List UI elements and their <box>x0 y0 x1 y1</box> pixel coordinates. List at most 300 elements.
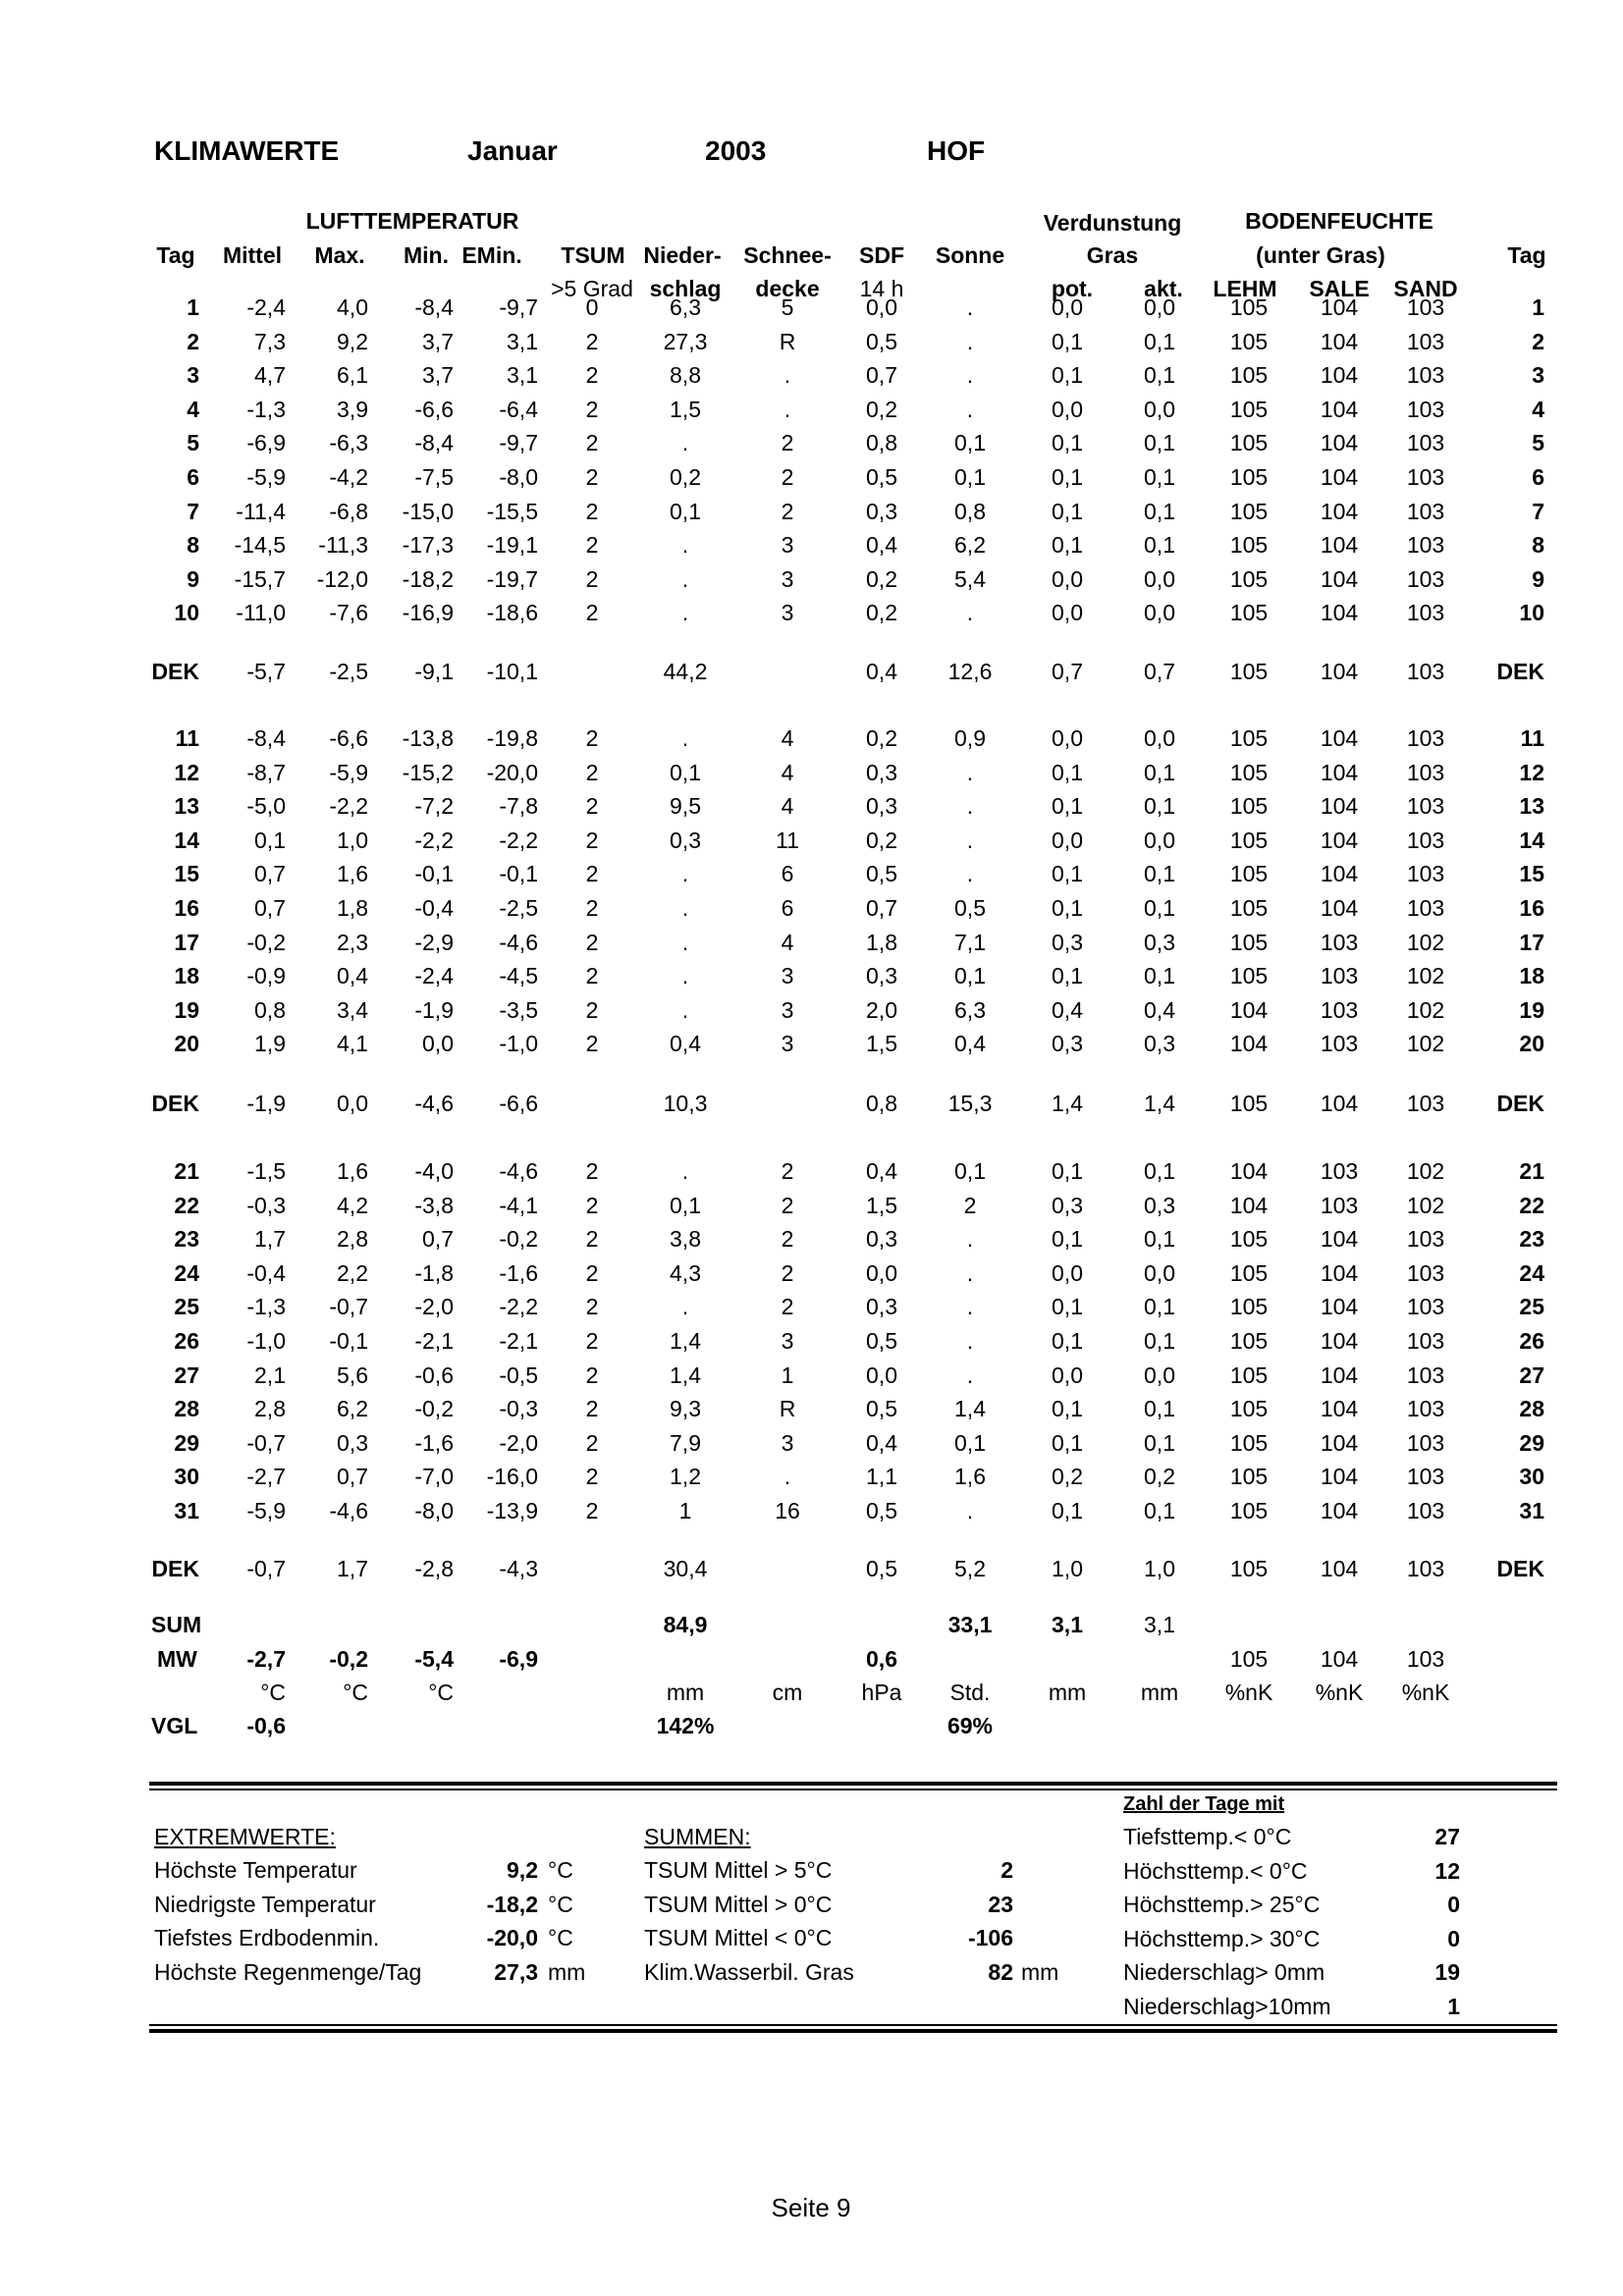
cell-sale: 103 <box>1320 963 1359 989</box>
cell-sonne: 5,4 <box>954 565 986 592</box>
cell-max: 5,6 <box>337 1362 368 1388</box>
cell-sale: 104 <box>1320 1556 1359 1581</box>
cell-verdunstung-akt: 0,1 <box>1144 759 1175 785</box>
cell-max: -0,2 <box>329 1646 368 1672</box>
cell-niederschlag: . <box>681 600 689 626</box>
cell-tag: DEK <box>151 1556 199 1581</box>
header-verdunstung: Verdunstung <box>1043 210 1182 236</box>
cell-sand: 103 <box>1406 1226 1445 1253</box>
cell-sale: 104 <box>1320 1498 1359 1523</box>
cell-min: -0,6 <box>414 1362 454 1388</box>
cell-verdunstung-akt: 0,1 <box>1144 1396 1175 1422</box>
cell-niederschlag: 0,1 <box>670 498 701 524</box>
cell-niederschlag: 4,3 <box>670 1259 701 1286</box>
cell-sand: 103 <box>1406 294 1445 320</box>
cell-tag-right: 30 <box>1519 1464 1544 1490</box>
cell-tag-right: 20 <box>1519 1031 1544 1057</box>
cell-mittel: -8,7 <box>246 759 286 785</box>
cell-tag-right: 31 <box>1519 1498 1544 1523</box>
cell-max: 0,3 <box>337 1429 368 1456</box>
cell-sdf: 0,4 <box>866 659 897 684</box>
cell-verdunstung-akt: 0,4 <box>1144 996 1175 1023</box>
cell-tsum: 2 <box>585 725 599 751</box>
cell-tsum: 2 <box>585 1498 599 1523</box>
cell-lehm: 105 <box>1229 1226 1269 1253</box>
cell-sale: 104 <box>1320 725 1359 751</box>
cell-sdf: 0,4 <box>866 532 897 559</box>
header-emin: EMin. <box>461 242 522 268</box>
cell-niederschlag: 9,5 <box>670 793 701 820</box>
cell-max: 3,4 <box>337 996 368 1023</box>
cell-schneedecke: 2 <box>781 1294 794 1320</box>
summary-row-dek <box>0 657 1623 686</box>
header-mittel: Mittel <box>222 242 283 268</box>
cell-sonne: 6,3 <box>954 996 986 1023</box>
cell-schneedecke: R <box>779 1396 796 1422</box>
cell-mittel: 0,8 <box>254 996 286 1023</box>
cell-sdf: 0,2 <box>866 396 897 422</box>
cell-sand: 103 <box>1406 430 1445 456</box>
report-month: Januar <box>467 135 558 166</box>
cell-lehm: 105 <box>1229 759 1269 785</box>
cell-tag: 1 <box>187 294 199 320</box>
cell-sale: 104 <box>1320 861 1359 887</box>
cell-tag-right: 1 <box>1532 294 1544 320</box>
day-row <box>0 859 1623 888</box>
tage-value: 27 <box>1434 1824 1460 1849</box>
cell-sdf: 1,8 <box>866 929 897 955</box>
cell-sand: 103 <box>1406 725 1445 751</box>
cell-niederschlag: . <box>681 1158 689 1184</box>
extremwert-value: 9,2 <box>507 1857 538 1883</box>
cell-tsum: 2 <box>585 1294 599 1320</box>
cell-min: -2,1 <box>414 1328 454 1354</box>
cell-verdunstung-pot: 0,1 <box>1052 362 1083 389</box>
summen-label: TSUM Mittel < 0°C <box>644 1925 833 1950</box>
cell-schneedecke: 4 <box>781 725 794 751</box>
cell-niederschlag: 10,3 <box>663 1091 708 1116</box>
cell-sonne: . <box>966 1226 974 1253</box>
cell-niederschlag: 3,8 <box>670 1226 701 1253</box>
cell-verdunstung-akt: 0,1 <box>1144 328 1175 354</box>
day-row <box>0 758 1623 787</box>
cell-verdunstung-pot: 1,0 <box>1052 1556 1083 1581</box>
cell-sand: 103 <box>1406 659 1445 684</box>
cell-verdunstung-pot: 0,1 <box>1052 759 1083 785</box>
cell-schneedecke: 2 <box>781 498 794 524</box>
header-unter-gras: (unter Gras) <box>1256 242 1385 268</box>
cell-verdunstung-pot: 0,3 <box>1052 1192 1083 1218</box>
cell-niederschlag: 6,3 <box>670 294 701 320</box>
day-row <box>0 1191 1623 1220</box>
cell-sdf: 1,5 <box>866 1192 897 1218</box>
header-sale: SALE <box>1309 276 1370 301</box>
cell-verdunstung-akt: 0,1 <box>1144 963 1175 989</box>
cell-sale: 104 <box>1320 1429 1359 1456</box>
cell-sonne: 0,8 <box>954 498 986 524</box>
cell-emin: -7,8 <box>499 793 538 820</box>
cell-lehm: 105 <box>1229 532 1269 559</box>
cell-sand: 103 <box>1406 1498 1445 1523</box>
cell-sale: 104 <box>1320 1091 1359 1116</box>
cell-lehm: 105 <box>1229 1362 1269 1388</box>
cell-tag-right: 27 <box>1519 1362 1544 1388</box>
cell-tag: DEK <box>151 659 199 684</box>
extremwert-unit: °C <box>548 1891 573 1917</box>
cell-mittel: 0,1 <box>254 827 286 853</box>
cell-sdf: 0,5 <box>866 464 897 490</box>
cell-mittel: -0,7 <box>246 1556 286 1581</box>
cell-tag-right: 12 <box>1519 759 1544 785</box>
cell-niederschlag: . <box>681 565 689 592</box>
cell-schneedecke: 3 <box>781 600 794 626</box>
tage-label: Niederschlag>10mm <box>1123 1993 1331 2019</box>
cell-emin: -8,0 <box>499 464 538 490</box>
cell-mittel: -0,7 <box>246 1429 286 1456</box>
cell-mittel: -1,3 <box>246 396 286 422</box>
cell-niederschlag: 0,1 <box>670 759 701 785</box>
cell-sdf: 0,2 <box>866 827 897 853</box>
cell-sand: 102 <box>1406 1031 1445 1057</box>
cell-sdf: 0,3 <box>866 759 897 785</box>
separator-top-thin <box>149 1789 1557 1790</box>
cell-sdf: 0,3 <box>866 1226 897 1253</box>
cell-lehm: 105 <box>1229 430 1269 456</box>
header-sonne: Sonne <box>935 242 1005 268</box>
day-row <box>0 893 1623 923</box>
cell-verdunstung-akt: 0,2 <box>1144 1464 1175 1490</box>
cell-max: 4,1 <box>337 1031 368 1057</box>
cell-lehm: 105 <box>1229 1429 1269 1456</box>
cell-max: -0,7 <box>329 1294 368 1320</box>
cell-tsum: 2 <box>585 1464 599 1490</box>
cell-schneedecke: 3 <box>781 1328 794 1354</box>
cell-sonne: . <box>966 827 974 853</box>
cell-sale: %nK <box>1315 1680 1364 1705</box>
cell-tag: 8 <box>187 532 199 559</box>
cell-emin: -6,6 <box>499 1091 538 1116</box>
cell-sand: 103 <box>1406 1556 1445 1581</box>
cell-schneedecke: 2 <box>781 464 794 490</box>
header-14h: 14 h <box>859 276 904 301</box>
header-sdf: SDF <box>859 242 904 268</box>
cell-emin: -19,8 <box>486 725 538 751</box>
cell-schneedecke: 1 <box>781 1362 794 1388</box>
cell-emin: -0,2 <box>499 1226 538 1253</box>
cell-sonne: . <box>966 861 974 887</box>
cell-tsum: 2 <box>585 1429 599 1456</box>
cell-sdf: 0,3 <box>866 498 897 524</box>
cell-sand: 103 <box>1406 1464 1445 1490</box>
cell-emin: -0,1 <box>499 861 538 887</box>
cell-schneedecke: . <box>784 396 791 422</box>
cell-sonne: . <box>966 793 974 820</box>
summen-value: 82 <box>988 1958 1013 1985</box>
cell-tag: 13 <box>174 793 199 820</box>
header-tag-right: Tag <box>1507 242 1546 268</box>
cell-max: 2,3 <box>337 929 368 955</box>
cell-sand: 103 <box>1406 532 1445 559</box>
cell-mittel: -11,0 <box>236 600 286 626</box>
cell-verdunstung-akt: 3,1 <box>1144 1612 1175 1637</box>
day-row <box>0 1394 1623 1423</box>
cell-sdf: 2,0 <box>866 996 897 1023</box>
extremwert-unit: °C <box>548 1925 573 1950</box>
summen-label: Klim.Wasserbil. Gras <box>644 1958 854 1985</box>
cell-mittel: -0,9 <box>246 963 286 989</box>
cell-schneedecke: 3 <box>781 565 794 592</box>
day-row <box>0 360 1623 390</box>
cell-min: -15,0 <box>402 498 454 524</box>
cell-schneedecke: 4 <box>781 793 794 820</box>
cell-tsum: 2 <box>585 827 599 853</box>
cell-lehm: 105 <box>1229 464 1269 490</box>
cell-sonne: . <box>966 328 974 354</box>
cell-sale: 104 <box>1320 565 1359 592</box>
cell-niederschlag: 1 <box>678 1498 692 1523</box>
cell-tsum: 2 <box>585 895 599 921</box>
cell-mittel: 4,7 <box>254 362 286 389</box>
cell-sonne: 1,4 <box>954 1396 986 1422</box>
cell-verdunstung-akt: 0,1 <box>1144 861 1175 887</box>
cell-sonne: . <box>966 1328 974 1354</box>
cell-min: -6,6 <box>414 396 454 422</box>
cell-mittel: 1,9 <box>254 1031 286 1057</box>
cell-sonne: . <box>966 294 974 320</box>
cell-min: -1,6 <box>414 1429 454 1456</box>
cell-sonne: 0,1 <box>954 464 986 490</box>
tage-label: Höchsttemp.< 0°C <box>1123 1857 1308 1884</box>
cell-mittel: °C <box>260 1680 286 1705</box>
cell-mittel: -5,9 <box>246 464 286 490</box>
cell-min: -0,2 <box>414 1396 454 1422</box>
cell-emin: -4,6 <box>499 1158 538 1184</box>
cell-max: -0,1 <box>329 1328 368 1354</box>
cell-emin: -2,2 <box>499 1294 538 1320</box>
cell-tag-right: DEK <box>1496 659 1544 684</box>
cell-tsum: 2 <box>585 793 599 820</box>
cell-sand: 102 <box>1406 1158 1445 1184</box>
cell-verdunstung-akt: 0,1 <box>1144 430 1175 456</box>
cell-tag: 3 <box>187 362 199 389</box>
cell-sonne: . <box>966 1362 974 1388</box>
cell-sdf: 0,5 <box>866 1498 897 1523</box>
cell-schneedecke: cm <box>772 1680 803 1705</box>
cell-sale: 104 <box>1320 759 1359 785</box>
cell-sale: 104 <box>1320 1646 1359 1672</box>
cell-max: 1,7 <box>337 1556 368 1581</box>
cell-emin: -2,0 <box>499 1429 538 1456</box>
cell-sand: 103 <box>1406 362 1445 389</box>
cell-lehm: 105 <box>1229 827 1269 853</box>
cell-sale: 104 <box>1320 600 1359 626</box>
cell-sdf: 0,7 <box>866 895 897 921</box>
cell-emin: -19,7 <box>486 565 538 592</box>
cell-verdunstung-pot: 0,1 <box>1052 1498 1083 1523</box>
cell-max: -4,6 <box>329 1498 368 1523</box>
cell-max: 1,6 <box>337 861 368 887</box>
cell-schneedecke: 2 <box>781 1226 794 1253</box>
cell-emin: -3,5 <box>499 996 538 1023</box>
cell-niederschlag: . <box>681 963 689 989</box>
cell-mittel: -1,9 <box>246 1091 286 1116</box>
cell-verdunstung-pot: 0,1 <box>1052 861 1083 887</box>
cell-tsum: 0 <box>585 294 599 320</box>
cell-sonne: 5,2 <box>954 1556 986 1581</box>
cell-min: -18,2 <box>402 565 454 592</box>
cell-tag-right: 5 <box>1532 430 1544 456</box>
cell-sdf: 0,3 <box>866 793 897 820</box>
cell-sale: 104 <box>1320 827 1359 853</box>
day-row <box>0 1326 1623 1356</box>
cell-min: -7,0 <box>414 1464 454 1490</box>
cell-verdunstung-pot: 0,1 <box>1052 464 1083 490</box>
cell-sdf: 0,0 <box>866 1362 897 1388</box>
header-sand: SAND <box>1393 276 1458 301</box>
cell-sand: 103 <box>1406 793 1445 820</box>
cell-schneedecke: 4 <box>781 929 794 955</box>
cell-verdunstung-pot: 0,1 <box>1052 1294 1083 1320</box>
cell-tag: 5 <box>187 430 199 456</box>
cell-sale: 103 <box>1320 1192 1359 1218</box>
cell-sale: 103 <box>1320 1158 1359 1184</box>
cell-max: -5,9 <box>329 759 368 785</box>
cell-min: -8,0 <box>414 1498 454 1523</box>
cell-sonne: . <box>966 1259 974 1286</box>
cell-niederschlag: 1,4 <box>670 1328 701 1354</box>
extremwert-label: Tiefstes Erdbodenmin. <box>154 1925 380 1950</box>
cell-sale: 104 <box>1320 1226 1359 1253</box>
cell-lehm: 105 <box>1229 1259 1269 1286</box>
cell-min: -17,3 <box>402 532 454 559</box>
day-row <box>0 826 1623 855</box>
cell-max: 1,0 <box>337 827 368 853</box>
cell-tag-right: 23 <box>1519 1226 1544 1253</box>
cell-emin: -4,5 <box>499 963 538 989</box>
cell-max: -12,0 <box>316 565 368 592</box>
cell-sand: %nK <box>1401 1680 1450 1705</box>
cell-tag: SUM <box>151 1612 202 1637</box>
cell-sale: 104 <box>1320 1328 1359 1354</box>
cell-lehm: 105 <box>1229 1294 1269 1320</box>
cell-sdf: 0,2 <box>866 600 897 626</box>
cell-sale: 104 <box>1320 294 1359 320</box>
cell-sale: 104 <box>1320 328 1359 354</box>
cell-sale: 104 <box>1320 430 1359 456</box>
cell-verdunstung-akt: 0,1 <box>1144 1328 1175 1354</box>
cell-verdunstung-akt: 0,0 <box>1144 294 1175 320</box>
cell-tsum: 2 <box>585 996 599 1023</box>
cell-sonne: . <box>966 600 974 626</box>
cell-sale: 104 <box>1320 532 1359 559</box>
cell-emin: -13,9 <box>486 1498 538 1523</box>
summen-label: TSUM Mittel > 0°C <box>644 1891 833 1917</box>
cell-verdunstung-akt: 0,0 <box>1144 725 1175 751</box>
cell-mittel: -15,7 <box>234 565 286 592</box>
cell-mittel: 7,3 <box>254 328 286 354</box>
cell-min: -7,5 <box>414 464 454 490</box>
cell-lehm: 105 <box>1229 1464 1269 1490</box>
cell-max: °C <box>343 1680 368 1705</box>
cell-mittel: 2,8 <box>254 1396 286 1422</box>
cell-min: °C <box>428 1680 454 1705</box>
cell-tag: 12 <box>174 759 199 785</box>
cell-tag-right: 26 <box>1519 1328 1544 1354</box>
cell-mittel: -2,7 <box>246 1646 286 1672</box>
cell-emin: -1,6 <box>499 1259 538 1286</box>
cell-tag: 30 <box>174 1464 199 1490</box>
cell-sdf: 0,8 <box>866 430 897 456</box>
cell-sand: 103 <box>1406 498 1445 524</box>
cell-sale: 104 <box>1320 1396 1359 1422</box>
cell-mittel: -11,4 <box>236 498 286 524</box>
day-row <box>0 995 1623 1025</box>
cell-tsum: 2 <box>585 362 599 389</box>
cell-verdunstung-pot: 0,0 <box>1052 1362 1083 1388</box>
cell-schneedecke: . <box>784 1464 791 1490</box>
cell-tag: 20 <box>174 1031 199 1057</box>
cell-tag: 16 <box>174 895 199 921</box>
tage-label: Tiefsttemp.< 0°C <box>1123 1824 1292 1849</box>
cell-sale: 104 <box>1320 1362 1359 1388</box>
cell-max: -2,2 <box>329 793 368 820</box>
tage-label: Niederschlag> 0mm <box>1123 1959 1325 1985</box>
cell-max: -2,5 <box>329 659 368 684</box>
cell-lehm: 105 <box>1229 1091 1269 1116</box>
day-row <box>0 1156 1623 1186</box>
zahl-der-tage-heading: Zahl der Tage mit <box>1123 1793 1285 1815</box>
separator-bottom-thick <box>149 2029 1557 2033</box>
cell-sdf: 0,6 <box>866 1646 897 1672</box>
cell-sand: 103 <box>1406 827 1445 853</box>
cell-sdf: 0,3 <box>866 1294 897 1320</box>
cell-lehm: 104 <box>1229 1192 1269 1218</box>
cell-tag-right: 8 <box>1532 532 1544 559</box>
cell-tag-right: 24 <box>1519 1259 1544 1286</box>
cell-tsum: 2 <box>585 963 599 989</box>
cell-verdunstung-akt: 0,3 <box>1144 929 1175 955</box>
cell-verdunstung-pot: 0,1 <box>1052 895 1083 921</box>
cell-sale: 104 <box>1320 659 1359 684</box>
tage-label: Höchsttemp.> 30°C <box>1123 1925 1321 1951</box>
cell-min: -4,6 <box>414 1091 454 1116</box>
cell-sand: 103 <box>1406 1091 1445 1116</box>
cell-verdunstung-pot: 0,0 <box>1052 396 1083 422</box>
day-row <box>0 564 1623 594</box>
header-tag: Tag <box>156 242 195 268</box>
cell-emin: 3,1 <box>507 362 538 389</box>
cell-schneedecke: . <box>784 362 791 389</box>
cell-schneedecke: 6 <box>781 861 794 887</box>
cell-verdunstung-pot: 0,7 <box>1052 659 1083 684</box>
cell-verdunstung-pot: 0,4 <box>1052 996 1083 1023</box>
cell-tsum: 2 <box>585 600 599 626</box>
cell-verdunstung-pot: 0,0 <box>1052 725 1083 751</box>
cell-tsum: 2 <box>585 1226 599 1253</box>
cell-sonne: 2 <box>963 1192 977 1218</box>
day-row <box>0 1496 1623 1525</box>
tage-value: 19 <box>1434 1959 1460 1985</box>
cell-tag-right: 28 <box>1519 1396 1544 1422</box>
cell-min: 0,7 <box>422 1226 454 1253</box>
cell-sand: 103 <box>1406 396 1445 422</box>
cell-tag: 23 <box>174 1226 199 1253</box>
cell-emin: -20,0 <box>486 759 538 785</box>
cell-sale: 104 <box>1320 1294 1359 1320</box>
cell-verdunstung-pot: 0,0 <box>1052 827 1083 853</box>
units-row <box>0 1678 1623 1707</box>
cell-sdf: 0,5 <box>866 861 897 887</box>
